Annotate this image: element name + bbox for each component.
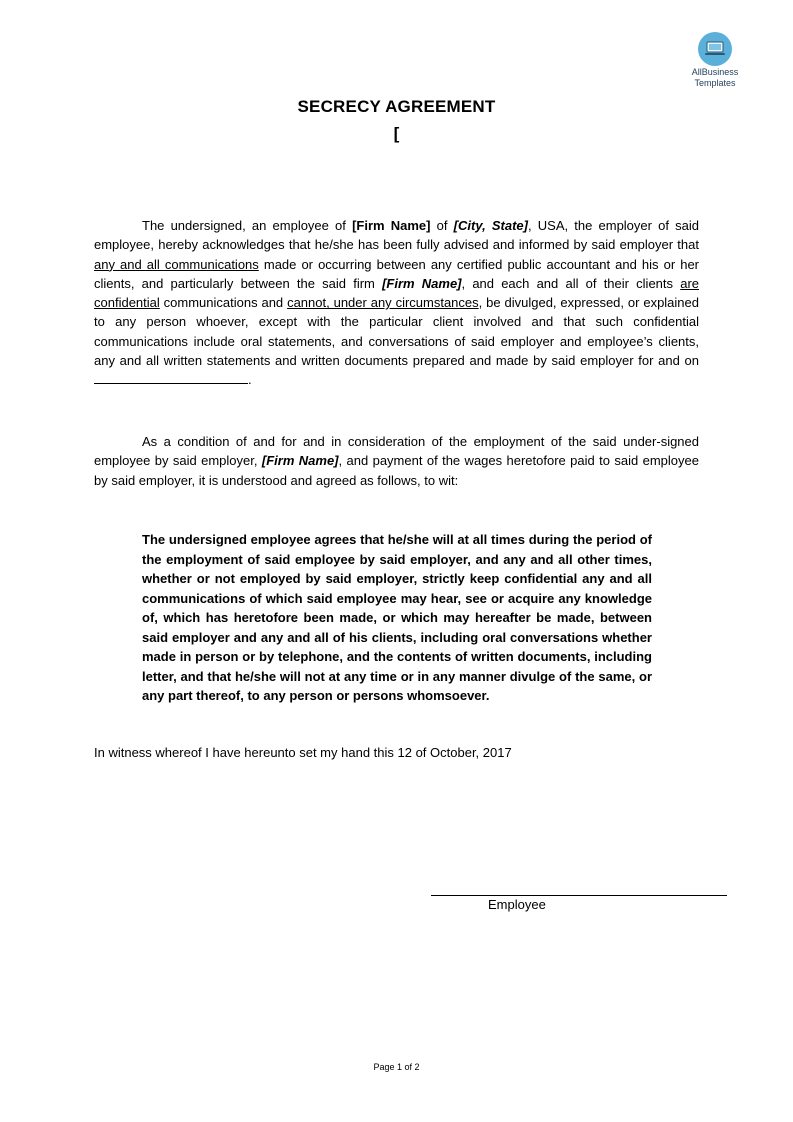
confidentiality-clause: The undersigned employee agrees that he/she will at all times during the period of the employment of said employee by said employer, and any and all other times, whether or not employed by said employer, strictly keep confidential any and all communications of which said employee may hear, see or acquire any knowledge of, which has heretofore been made, or which may hereafter be made, between said employer and any and all of his clients, including oral conversations whether made in person or by telephone, and the contents of written documents, including letter, and that he/she will not at any time or in any manner divulge of the same, or any part thereof, to any person or persons whomsoever. bbox=[142, 532, 652, 703]
blank-date-field bbox=[94, 371, 248, 384]
brand-logo bbox=[682, 32, 748, 88]
witness-statement: In witness whereof I have hereunto set my hand this 12 of October, 2017 bbox=[94, 745, 512, 760]
city-state-placeholder: [City, State] bbox=[453, 218, 528, 233]
page-number: Page 1 of 2 bbox=[373, 1062, 420, 1072]
firm-name-placeholder: [Firm Name] bbox=[382, 275, 462, 291]
firm-name-placeholder: [Firm Name] bbox=[261, 453, 339, 469]
laptop-icon bbox=[698, 32, 732, 66]
logo-line-2: Templates bbox=[694, 78, 736, 88]
logo-line-1: AllBusiness bbox=[691, 67, 739, 77]
document-title: SECRECY AGREEMENT bbox=[297, 97, 496, 116]
title-bracket: [ bbox=[393, 124, 400, 143]
signature-label: Employee bbox=[488, 897, 546, 912]
firm-name-placeholder: [Firm Name] bbox=[352, 218, 431, 233]
signature-line bbox=[431, 895, 727, 896]
paragraph-condition: As a condition of and for and in consideration of the employment of the said under-signed employee by said employer, [Firm Name], and payment of the wages heretofore paid to said employee by said employer, it is understood and agreed as follows, to wit: bbox=[94, 434, 699, 488]
paragraph-acknowledgement: The undersigned, an employee of [Firm Name] of [City, State], USA, the employer of said employee, hereby acknowledges that he/she has been fully advised and informed by said employer that any and all communications made or occurring between any certified public accountant and his or her clients, and particularly between the said firm [Firm Name], and each and all of their clients are confidential communications and cannot, under any circumstances, be divulged, expressed, or explained to any person whoever, except with the particular client involved and that such confidential communications include oral statements, and conversations of said employer and employee’s clients, any and all written statements and written documents prepared and made by said employer for and on . bbox=[94, 218, 700, 388]
